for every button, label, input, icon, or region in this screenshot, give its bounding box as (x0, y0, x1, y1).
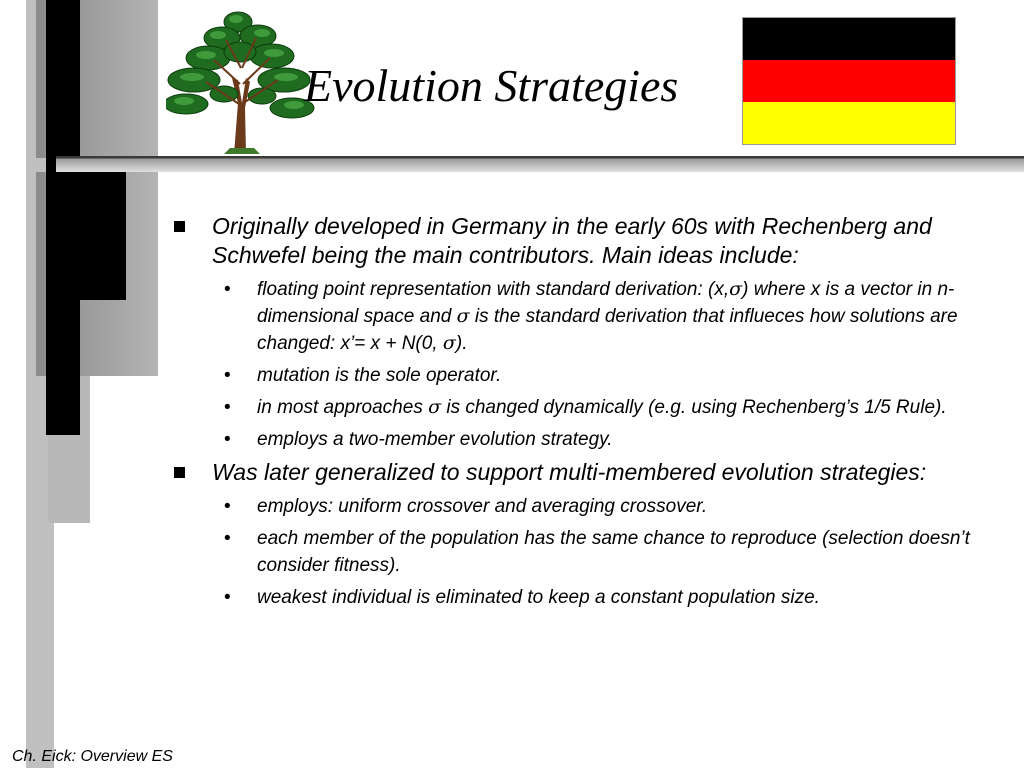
decor-bar-black-block (46, 172, 126, 300)
german-flag-icon (742, 17, 956, 145)
title-rule (56, 156, 1024, 172)
sub-bullet-crossover (174, 493, 994, 520)
sub-bullet-text: floating point representation with standard derivation: (x,σ) where x is a vector in n-dimensional space and σ is the standard derivation that influeces how solutions are changed: x’= x + N(0, σ). (257, 278, 958, 354)
bullet-icon: • (224, 429, 231, 450)
tree-icon (166, 8, 316, 154)
bullet-icon: • (224, 397, 231, 418)
square-bullet-icon (174, 221, 185, 232)
slide-title: Evolution Strategies (304, 60, 679, 111)
sub-bullet-text: employs: uniform crossover and averaging crossover. (257, 496, 708, 517)
sub-bullet-text: weakest individual is eliminated to keep a constant population size. (257, 587, 820, 608)
bullet-icon: • (224, 496, 231, 517)
sub-bullet-equal-chance (174, 525, 994, 579)
bullet-icon: • (224, 365, 231, 386)
bullet-icon: • (224, 279, 231, 300)
bullet-text: Was later generalized to support multi-membered evolution strategies: (212, 459, 927, 485)
square-bullet-icon (174, 467, 185, 478)
flag-stripe-gold (743, 102, 955, 144)
sub-bullet-mutation (174, 362, 994, 389)
bullet-icon: • (224, 528, 231, 549)
sub-bullet-representation (174, 276, 994, 357)
slide-body (174, 212, 994, 616)
slide-footer: Ch. Eick: Overview ES (12, 748, 173, 765)
sub-bullet-text: in most approaches σ is changed dynamically (e.g. using Rechenberg’s 1/5 Rule). (257, 396, 947, 418)
bullet-text: Originally developed in Germany in the early 60s with Rechenberg and Schwefel being the main contributors. Main ideas include: (212, 213, 932, 268)
sub-bullet-dynamic-sigma (174, 394, 994, 421)
sub-bullet-text: employs a two-member evolution strategy. (257, 429, 613, 450)
flag-stripe-black (743, 18, 955, 60)
sub-bullet-weakest (174, 584, 994, 611)
bullet-generalized (174, 458, 994, 487)
sub-bullet-text: each member of the population has the same chance to reproduce (selection doesn’t consider fitness). (257, 528, 970, 576)
sub-bullet-two-member (174, 426, 994, 453)
flag-stripe-red (743, 60, 955, 102)
bullet-icon: • (224, 587, 231, 608)
sub-bullet-text: mutation is the sole operator. (257, 365, 502, 386)
bullet-origin (174, 212, 994, 270)
